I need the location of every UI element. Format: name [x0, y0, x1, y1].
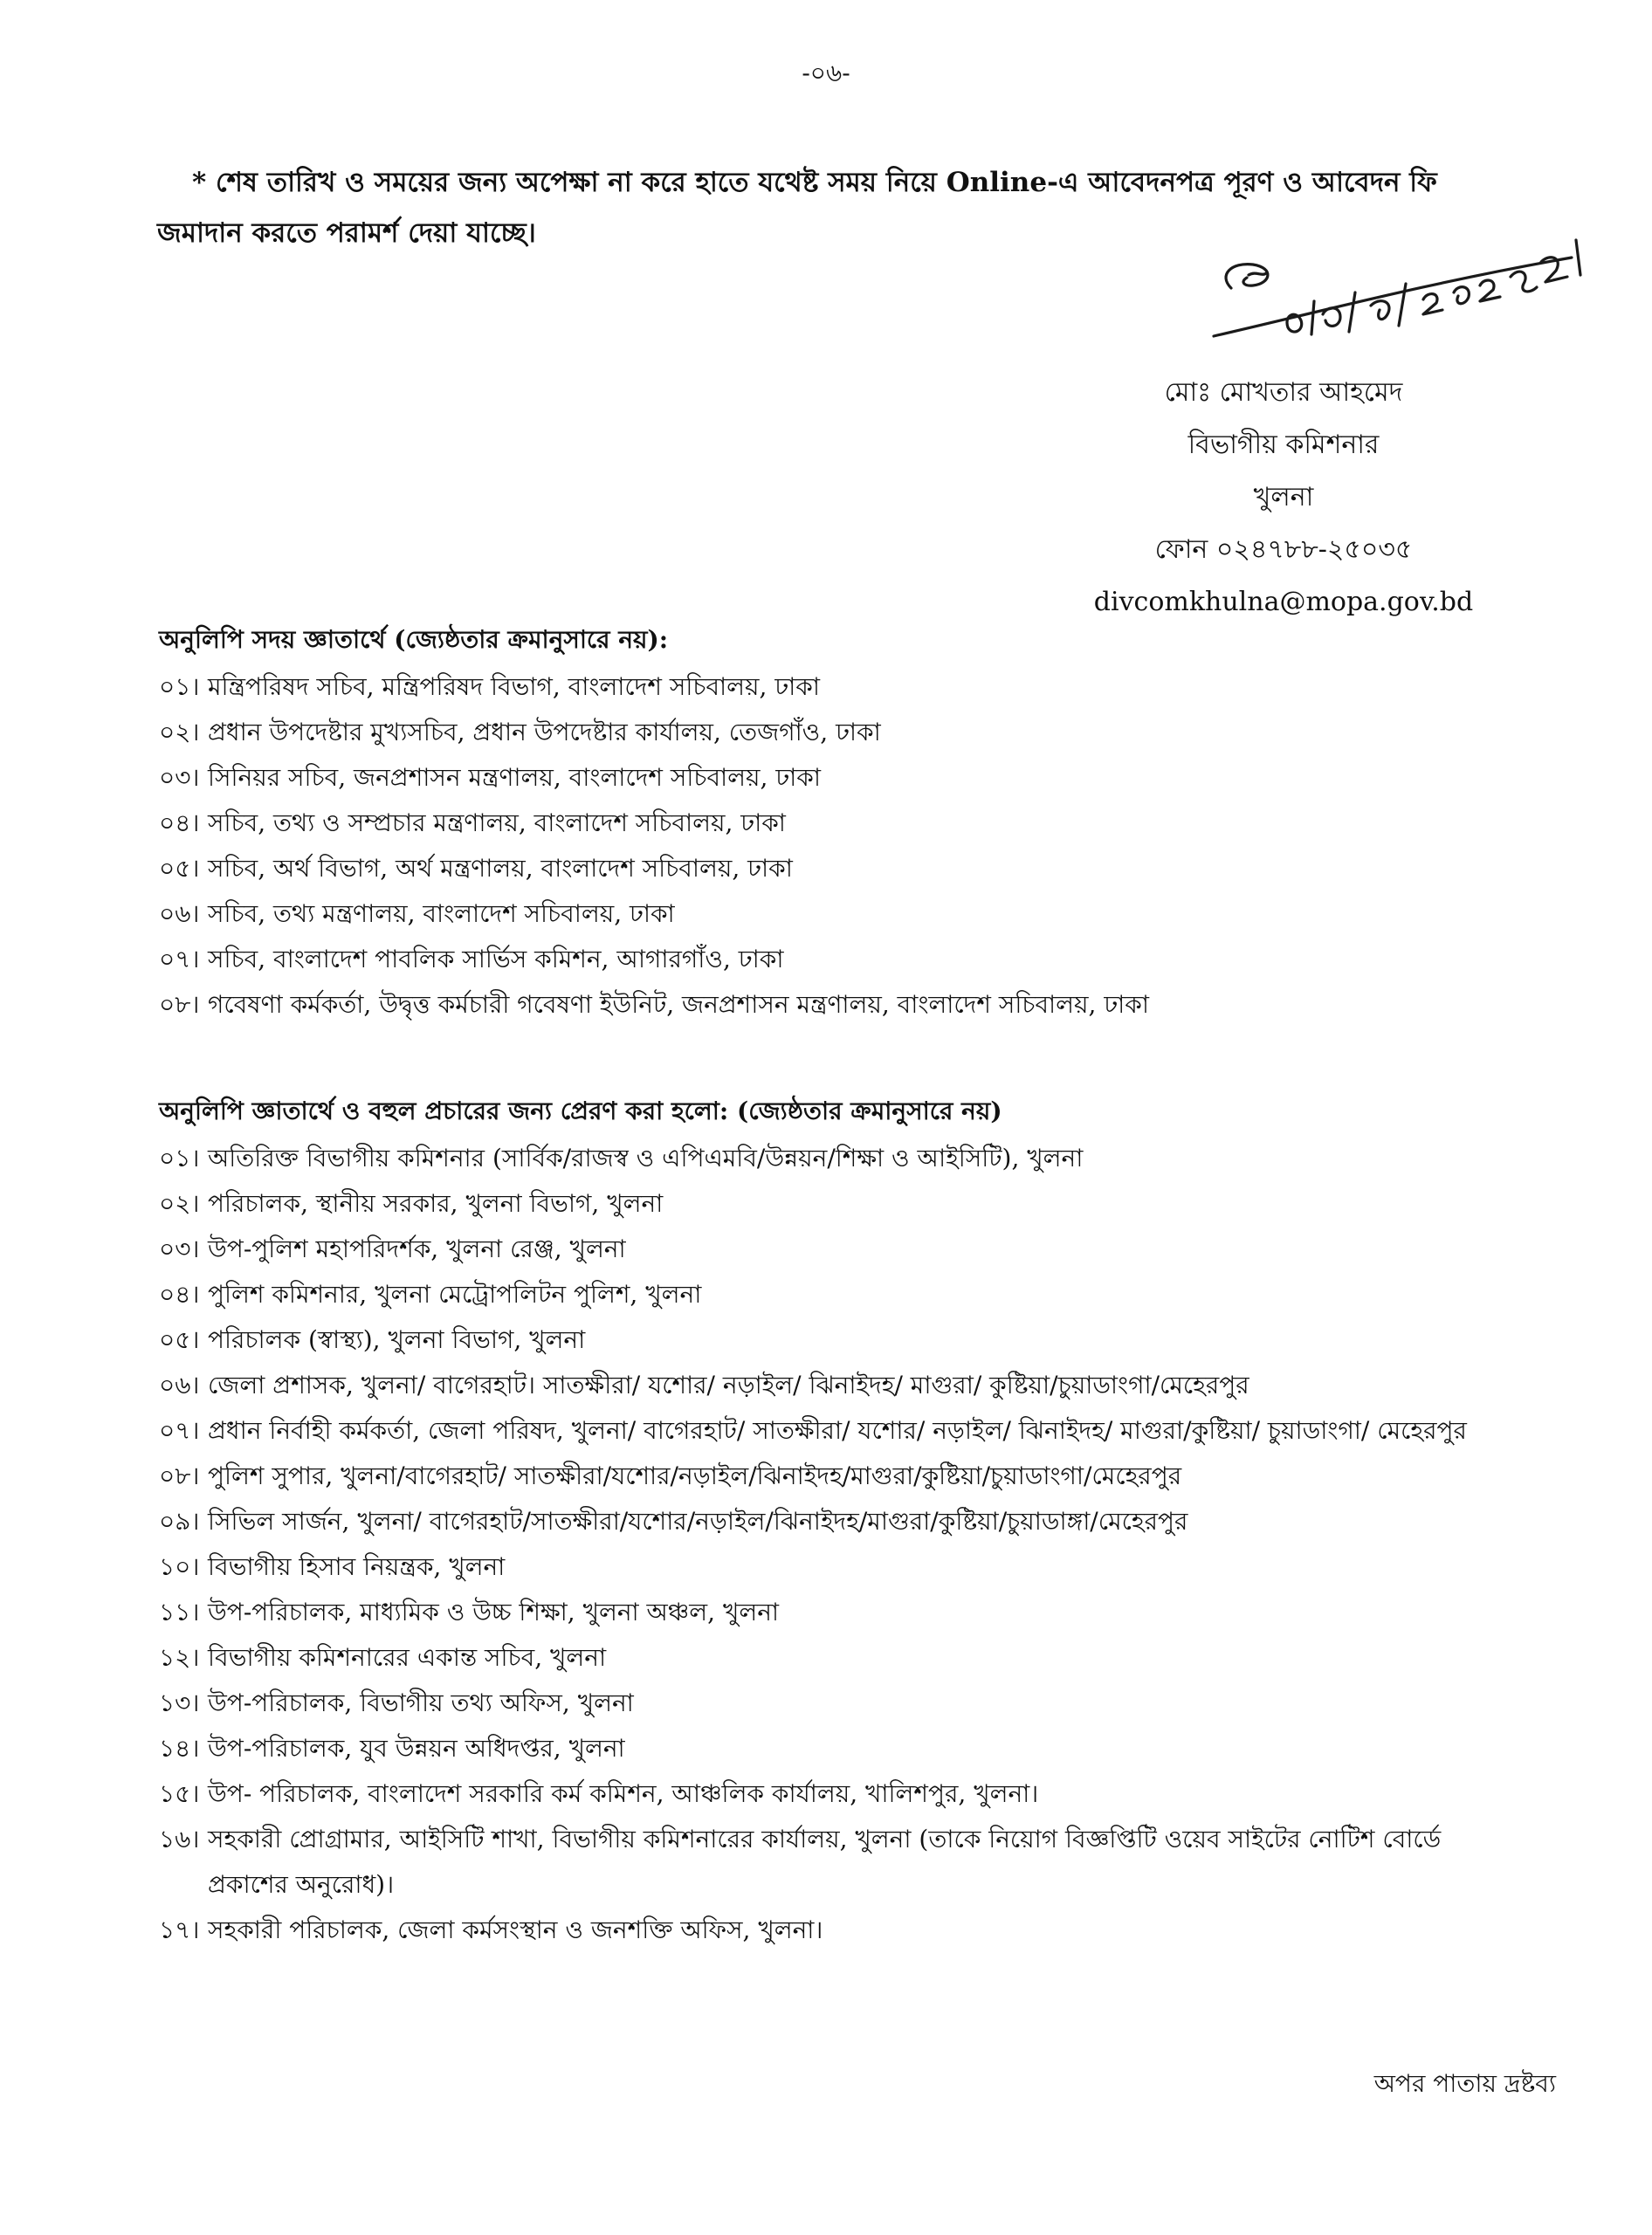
- list-item-text: জেলা প্রশাসক, খুলনা/ বাগেরহাট। সাতক্ষীরা/ যশোর/ নড়াইল/ ঝিনাইদহ/ মাগুরা/ কুষ্টিয়া/চুয়াডাংগা/মেহেরপুর: [208, 1371, 1249, 1399]
- list-item-text: বিভাগীয় হিসাব নিয়ন্ত্রক, খুলনা: [208, 1552, 506, 1581]
- list-item-text: সিনিয়র সচিব, জনপ্রশাসন মন্ত্রণালয়, বাংলাদেশ সচিবালয়, ঢাকা: [208, 763, 822, 792]
- list-item-number: ০২।: [159, 1189, 200, 1218]
- list-item-text: উপ-পুলিশ মহাপরিদর্শক, খুলনা রেঞ্জ, খুলনা: [208, 1234, 626, 1263]
- signatory-phone: ফোন ০২৪৭৮৮-২৫০৩৫: [1154, 534, 1413, 565]
- list-item-text: উপ-পরিচালক, যুব উন্নয়ন অধিদপ্তর, খুলনা: [208, 1734, 625, 1763]
- list-item-number: ০২।: [159, 718, 200, 746]
- section-heading: অনুলিপি সদয় জ্ঞাতার্থে (জ্যেষ্ঠতার ক্রমানুসারে নয়):: [159, 625, 669, 654]
- list-item: [159, 982, 1521, 1028]
- list-item-text: পরিচালক, স্থানীয় সরকার, খুলনা বিভাগ, খুলনা: [208, 1189, 664, 1218]
- list-item-number: ১৬।: [159, 1825, 200, 1853]
- list-item-text: পুলিশ সুপার, খুলনা/বাগেরহাট/ সাতক্ষীরা/যশোর/নড়াইল/ঝিনাইদহ/মাগুরা/কুষ্টিয়া/চুয়াডাংগা/মেহেরপুর: [208, 1461, 1182, 1490]
- list-item-number: ১৩।: [159, 1688, 200, 1717]
- list-item: [159, 1544, 1521, 1590]
- signatory-designation: বিভাগীয় কমিশনার: [1187, 430, 1380, 460]
- list-item-text: অতিরিক্ত বিভাগীয় কমিশনার (সার্বিক/রাজস্ব ও এপিএমবি/উন্নয়ন/শিক্ষা ও আইসিটি), খুলনা: [208, 1144, 1084, 1173]
- list-item-text: প্রধান উপদেষ্টার মুখ্যসচিব, প্রধান উপদেষ্টার কার্যালয়, তেজগাঁও, ঢাকা: [208, 718, 881, 746]
- list-item-text: উপ- পরিচালক, বাংলাদেশ সরকারি কর্ম কমিশন, আঞ্চলিক কার্যালয়, খালিশপুর, খুলনা।: [208, 1779, 1039, 1808]
- list-item-number: ০৪।: [159, 1280, 200, 1309]
- list-item-number: ১৪।: [159, 1734, 200, 1763]
- list-item-number: ০৩।: [159, 1234, 200, 1263]
- section-heading: অনুলিপি জ্ঞাতার্থে ও বহুল প্রচারের জন্য প্রেরণ করা হলো: (জ্যেষ্ঠতার ক্রমানুসারে নয়): [159, 1097, 1002, 1125]
- list-item-number: ১০।: [159, 1552, 200, 1581]
- list-item-number: ০১।: [159, 1144, 200, 1173]
- list-item-number: ১৭।: [159, 1915, 200, 1944]
- list-item-text: সহকারী প্রোগ্রামার, আইসিটি শাখা, বিভাগীয় কমিশনারের কার্যালয়, খুলনা (তাকে নিয়োগ বিজ্ঞপ্তিটি ওয়েব সাইটের নোটিশ বোর্ডে প্রকাশের অনুরোধ)।: [208, 1825, 1442, 1899]
- list-item: [159, 846, 1521, 891]
- list-item: [159, 1363, 1521, 1408]
- list-item: [159, 1908, 1521, 1953]
- list-item-text: উপ-পরিচালক, মাধ্যমিক ও উচ্চ শিক্ষা, খুলনা অঞ্চল, খুলনা: [208, 1598, 780, 1626]
- list-item-text: পরিচালক (স্বাস্থ্য), খুলনা বিভাগ, খুলনা: [208, 1325, 586, 1354]
- list-item: [159, 1590, 1521, 1635]
- list-item-text: সচিব, তথ্য মন্ত্রণালয়, বাংলাদেশ সচিবালয়, ঢাকা: [208, 899, 675, 928]
- list-item: [159, 1726, 1521, 1771]
- list-item: [159, 755, 1521, 801]
- list-item-number: ০৫।: [159, 1325, 200, 1354]
- list-item-number: ০৮।: [159, 1461, 200, 1490]
- list-item-number: ০৭।: [159, 945, 200, 973]
- list-item-text: সচিব, অর্থ বিভাগ, অর্থ মন্ত্রণালয়, বাংলাদেশ সচিবালয়, ঢাকা: [208, 854, 793, 883]
- list-item: [159, 1227, 1521, 1272]
- list-item-text: সহকারী পরিচালক, জেলা কর্মসংস্থান ও জনশক্তি অফিস, খুলনা।: [208, 1915, 823, 1944]
- signature-block: [1057, 367, 1511, 629]
- list-item: [159, 1181, 1521, 1227]
- list-item-number: ০৩।: [159, 763, 200, 792]
- list-item-number: ০৮।: [159, 990, 200, 1019]
- list-item: [159, 801, 1521, 846]
- list-item-text: সিভিল সার্জন, খুলনা/ বাগেরহাট/সাতক্ষীরা/যশোর/নড়াইল/ঝিনাইদহ/মাগুরা/কুষ্টিয়া/চুয়াডাঙ্গা/মেহেরপুর: [208, 1507, 1188, 1536]
- page-number: -০৬-: [802, 58, 850, 87]
- list-item-number: ১২।: [159, 1643, 200, 1672]
- list-item-number: ০৭।: [159, 1416, 200, 1445]
- list-item-text: বিভাগীয় কমিশনারের একান্ত সচিব, খুলনা: [208, 1643, 607, 1672]
- list-item-number: ০৬।: [159, 1371, 200, 1399]
- list-item-text: সচিব, বাংলাদেশ পাবলিক সার্ভিস কমিশন, আগারগাঁও, ঢাকা: [208, 945, 784, 973]
- copy-list-courtesy: [159, 615, 1521, 1028]
- list-item-number: ০৬।: [159, 899, 200, 928]
- list-item: [159, 664, 1521, 710]
- list-item-number: ০৫।: [159, 854, 200, 883]
- signatory-name: মোঃ মোখতার আহমেদ: [1164, 377, 1403, 408]
- list-item-text: উপ-পরিচালক, বিভাগীয় তথ্য অফিস, খুলনা: [208, 1688, 634, 1717]
- notice-text: * শেষ তারিখ ও সময়ের জন্য অপেক্ষা না করে হাতে যথেষ্ট সময় নিয়ে Online-এ আবেদনপত্র পূরণ ও আবেদন ফি জমাদান করতে পরামর্শ দেয়া যাচ্ছে।: [157, 167, 1437, 249]
- list-item: [159, 710, 1521, 755]
- list-item-text: পুলিশ কমিশনার, খুলনা মেট্রোপলিটন পুলিশ, খুলনা: [208, 1280, 702, 1309]
- handwritten-signature: [1205, 223, 1607, 389]
- list-item-text: সচিব, তথ্য ও সম্প্রচার মন্ত্রণালয়, বাংলাদেশ সচিবালয়, ঢাকা: [208, 808, 786, 837]
- list-item: [159, 1499, 1521, 1544]
- list-item: [159, 1771, 1521, 1817]
- list-item-number: ০৯।: [159, 1507, 200, 1536]
- list-item-text: মন্ত্রিপরিষদ সচিব, মন্ত্রিপরিষদ বিভাগ, বাংলাদেশ সচিবালয়, ঢাকা: [208, 672, 820, 701]
- list-item-text: প্রধান নির্বাহী কর্মকর্তা, জেলা পরিষদ, খুলনা/ বাগেরহাট/ সাতক্ষীরা/ যশোর/ নড়াইল/ ঝিনাইদহ/ মাগুরা/কুষ্টিয়া/ চুয়াডাংগা/ মেহেরপুর: [208, 1416, 1467, 1445]
- list-item: [159, 1272, 1521, 1317]
- continued-note: অপর পাতায় দ্রষ্টব্য: [1373, 2069, 1556, 2098]
- signatory-location: খুলনা: [1253, 482, 1314, 512]
- list-item-text: গবেষণা কর্মকর্তা, উদ্বৃত্ত কর্মচারী গবেষণা ইউনিট, জনপ্রশাসন মন্ত্রণালয়, বাংলাদেশ সচিবালয়, ঢাকা: [208, 990, 1149, 1019]
- list-item: [159, 1136, 1521, 1181]
- list-item: [159, 1454, 1521, 1499]
- list-item-number: ১৫।: [159, 1779, 200, 1808]
- list-item-number: ০৪।: [159, 808, 200, 837]
- list-item: [159, 937, 1521, 982]
- list-item: [159, 1817, 1521, 1908]
- copy-list-publicity: [159, 1087, 1521, 1953]
- section-b-list: [159, 1136, 1521, 1953]
- list-item-number: ১১।: [159, 1598, 200, 1626]
- section-a-list: [159, 664, 1521, 1028]
- signatory-email: divcomkhulna@mopa.gov.bd: [1093, 587, 1474, 617]
- list-item: [159, 1317, 1521, 1363]
- list-item: [159, 1681, 1521, 1726]
- list-item-number: ০১।: [159, 672, 200, 701]
- list-item: [159, 891, 1521, 937]
- list-item: [159, 1408, 1521, 1454]
- list-item: [159, 1635, 1521, 1681]
